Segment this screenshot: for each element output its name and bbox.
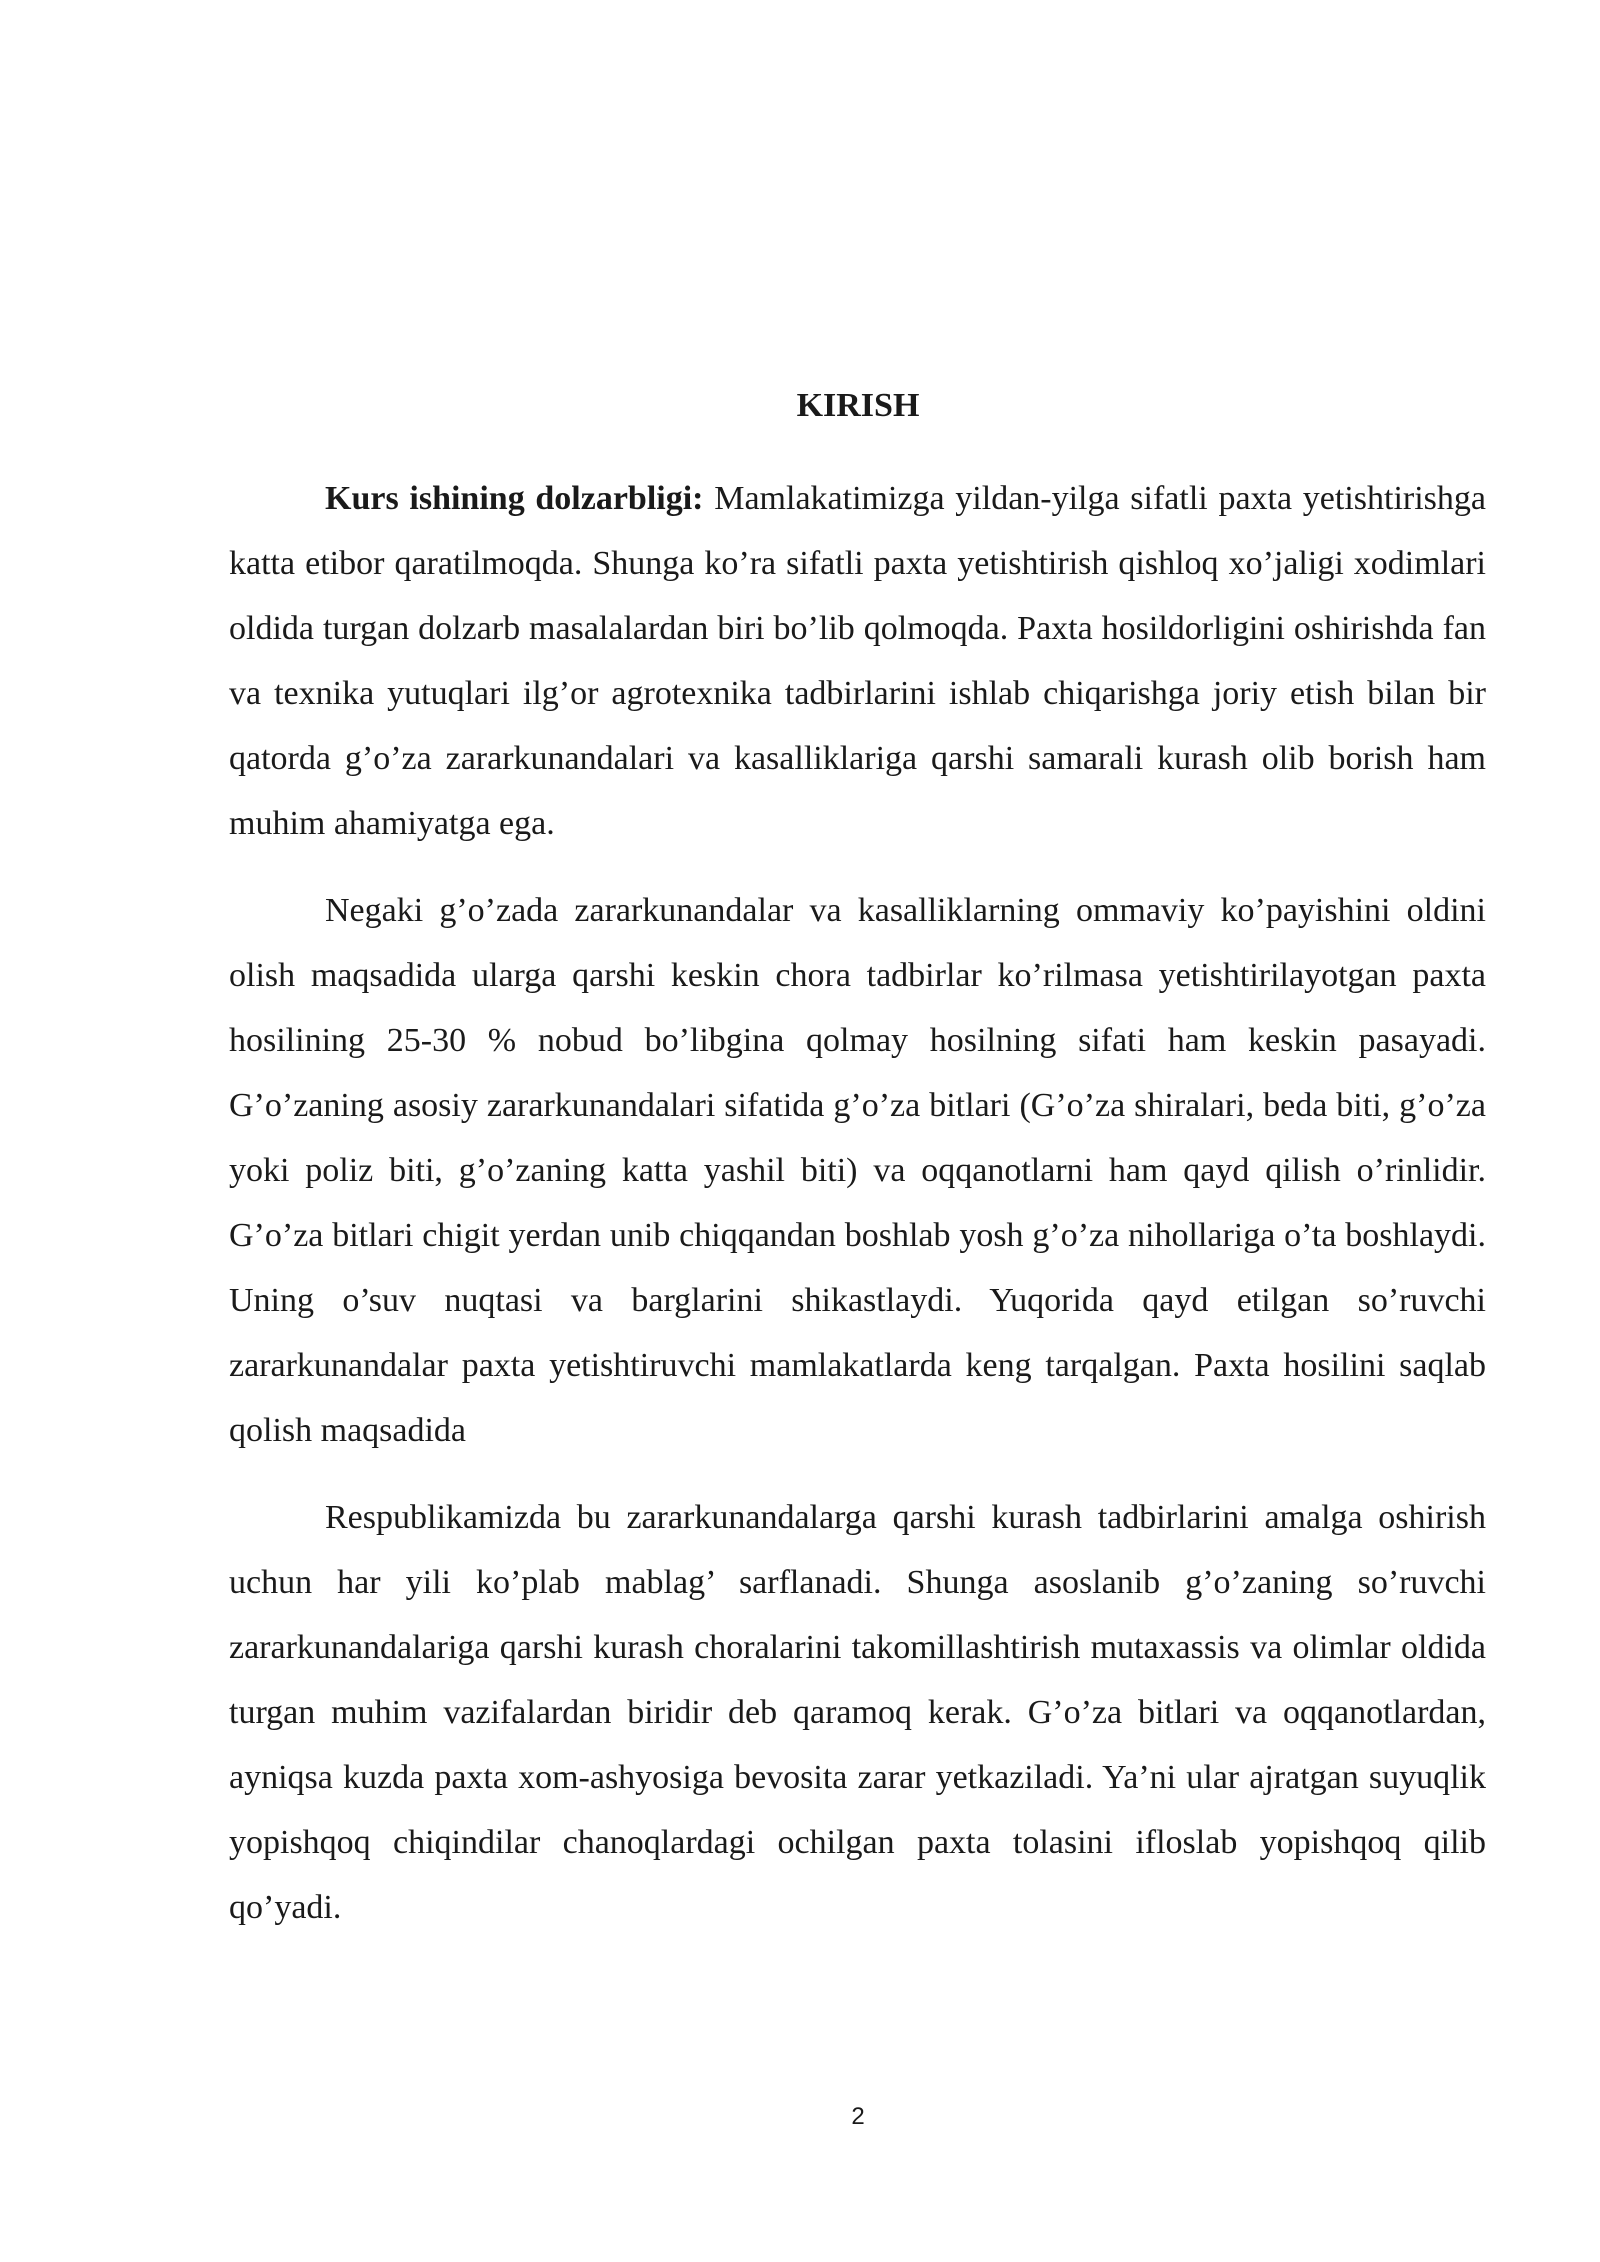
paragraph-lead: Kurs ishining dolzarbligi: — [325, 480, 704, 517]
paragraph-republic: Respublikamizda bu zararkunandalarga qarshi kurash tadbirlarini amalga oshirish uchun har yili ko’plab mablag’ sarflanadi. Shunga asoslanib g’o’zaning so’ruvchi zararkunandalariga qarshi kurash choralarini takomillashtirish mutaxassis va olimlar oldida turgan muhim vazifalardan biridir deb qaramoq kerak. G’o’za bitlari va oqqanotlardan, ayniqsa kuzda paxta xom-ashyosiga bevosita zarar yetkaziladi. Ya’ni ular ajratgan suyuqlik yopishqoq chiqindilar chanoqlardagi ochilgan paxta tolasini ifloslab yopishqoq qilib qo’yadi. — [229, 1499, 1486, 1926]
paragraph-pests: Negaki g’o’zada zararkunandalar va kasalliklarning ommaviy ko’payishini oldini olish maqsadida ularga qarshi keskin chora tadbirlar ko’rilmasa yetishtirilayotgan paxta hosilining 25-30 % nobud bo’libgina qolmay hosilning sifati ham keskin pasayadi. G’o’zaning asosiy zararkunandalari sifatida g’o’za bitlari (G’o’za shiralari, beda biti, g’o’za yoki poliz biti, g’o’zaning katta yashil biti) va oqqanotlarni ham qayd qilish o’rinlidir. G’o’za bitlari chigit yerdan unib chiqqandan boshlab yosh g’o’za nihollariga o’ta boshlaydi. Uning o’suv nuqtasi va barglarini shikastlaydi. Yuqorida qayd etilgan so’ruvchi zararkunandalar paxta yetishtiruvchi mamlakatlarda keng tarqalgan. Paxta hosilini saqlab qolish maqsadida — [229, 892, 1486, 1449]
page-number: 2 — [851, 2103, 865, 2130]
paragraph-relevance — [229, 466, 1486, 856]
page-heading: KIRISH — [796, 387, 920, 424]
body-text — [229, 466, 1486, 1962]
paragraph-text: Mamlakatimizga yildan-yilga sifatli paxta yetishtirishga katta etibor qaratilmoqda. Shunga ko’ra sifatli paxta yetishtirish qishloq xo’jaligi xodimlari oldida turgan dolzarb masalalardan biri bo’lib qolmoqda. Paxta hosildorligini oshirishda fan va texnika yutuqlari ilg’or agrotexnika tadbirlarini ishlab chiqarishga joriy etish bilan bir qatorda g’o’za zararkunandalari va kasalliklariga qarshi samarali kurash olib borish ham muhim ahamiyatga ega. — [229, 480, 1486, 842]
